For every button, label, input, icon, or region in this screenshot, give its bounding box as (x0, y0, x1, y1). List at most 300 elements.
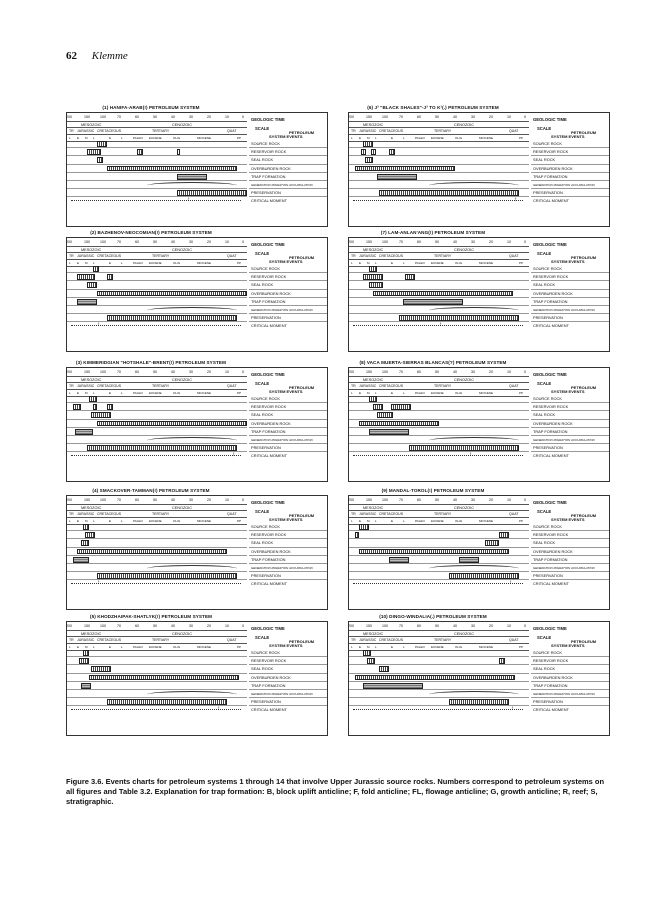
event-label: TRAP FORMATION (249, 682, 327, 690)
axis-tick-label: 60 (417, 115, 421, 119)
event-bar-row (67, 156, 247, 164)
period-label: CRETACEOUS (379, 254, 404, 258)
event-bar (75, 429, 93, 435)
period-label: CRETACEOUS (379, 638, 404, 642)
scale-label: SCALE (537, 381, 552, 386)
event-label: CRITICAL MOMENT (251, 453, 287, 459)
axis-tick-label: 70 (399, 240, 403, 244)
axis-tick-label: 30 (189, 115, 193, 119)
event-bar-row (67, 403, 247, 411)
epoch-label: E (391, 261, 394, 265)
epoch-label: MIOCENE (197, 519, 212, 523)
epoch-label: EOCENE (431, 136, 444, 140)
event-label: SEAL ROCK (249, 281, 327, 289)
scale-label: SCALE (255, 509, 270, 514)
critical-moment-arrow-icon: ↑ (439, 322, 442, 329)
critical-moment-arrow-icon: ↑ (232, 452, 235, 459)
panel-title: (2) BAZHENOV-NEOCOMIAN(!) PETROLEUM SYSTEM (90, 230, 212, 235)
event-label: PRESERVATION (531, 314, 609, 322)
era-label: CENOZOIC (454, 506, 475, 510)
events-chart-panel (66, 230, 328, 352)
event-bar (83, 650, 89, 656)
scale-label: SCALE (255, 251, 270, 256)
event-bar (87, 445, 237, 451)
page-header (66, 50, 128, 62)
event-bar-row (67, 290, 247, 298)
axis-tick-label: 20 (207, 498, 211, 502)
axis-tick-label: 150 (366, 370, 372, 374)
axis-tick-label: 10 (225, 115, 229, 119)
epoch-label: PALEO (133, 136, 143, 140)
event-label: TRAP FORMATION (249, 173, 327, 181)
epoch-label: E (391, 136, 394, 140)
event-label: SEAL ROCK (531, 411, 609, 419)
event-bar-row (349, 580, 529, 588)
event-bar (373, 404, 383, 410)
event-label: SOURCE ROCK (531, 265, 609, 273)
axis-tick-label: 10 (225, 240, 229, 244)
axis-tick-label: 50 (435, 115, 439, 119)
axis-tick-label: 150 (366, 624, 372, 628)
axis-tick-label: 100 (382, 624, 388, 628)
scale-label: SCALE (255, 381, 270, 386)
event-bars (349, 649, 529, 715)
event-label: PRESERVATION (249, 314, 327, 322)
epoch-label: L (351, 519, 353, 523)
period-label: QUAT (509, 512, 519, 516)
chart-frame (66, 495, 328, 610)
geologic-time-label: GEOLOGIC TIME (251, 117, 285, 122)
event-bar-row (349, 706, 529, 714)
event-label: OVERBURDEN ROCK (249, 420, 327, 428)
axis-tick-label: 60 (417, 498, 421, 502)
period-label: JURASSIC (359, 129, 377, 133)
axis-tick-label: 70 (117, 240, 121, 244)
events-chart-panel (348, 230, 610, 352)
axis-tick-label: 50 (435, 370, 439, 374)
epoch-label: PALEO (415, 519, 425, 523)
epoch-label: L (375, 645, 377, 649)
event-bar-row (67, 173, 247, 181)
event-bar (369, 396, 377, 402)
event-label: SEAL ROCK (249, 411, 327, 419)
generation-curve (429, 307, 519, 314)
event-bar-row (349, 322, 529, 330)
event-bar (359, 421, 439, 427)
event-bar (89, 396, 97, 402)
epoch-label: PALEO (133, 519, 143, 523)
axis-tick-label: 50 (153, 240, 157, 244)
critical-moment-arrow-icon: ↑ (514, 197, 517, 204)
axis-tick-label: 0 (524, 240, 526, 244)
axis-tick-label: 70 (117, 498, 121, 502)
system-events-label: SYSTEM EVENTS (551, 643, 585, 648)
axis-tick-label: 70 (117, 370, 121, 374)
epoch-label: PP (519, 261, 524, 265)
axis-tick-label: 10 (507, 240, 511, 244)
epoch-label: E (77, 136, 80, 140)
epoch-label: E (109, 391, 112, 395)
era-label: MESOZOIC (363, 248, 384, 252)
epoch-label: E (359, 645, 362, 649)
epoch-label: M (367, 645, 370, 649)
generation-curve (147, 307, 237, 314)
event-bar-row (67, 690, 247, 698)
period-label: TR (351, 129, 356, 133)
epoch-label: MIOCENE (479, 391, 494, 395)
period-label: CRETACEOUS (97, 129, 122, 133)
panel-title: (3) KIMMERIDGIAN "HOTSHALE"-BRENT(!) PETROLEUM SYSTEM (75, 360, 227, 365)
event-bar-row (67, 420, 247, 428)
event-bar (73, 404, 81, 410)
event-bar (73, 557, 89, 563)
epoch-label: L (93, 391, 95, 395)
scale-label: SCALE (537, 251, 552, 256)
epoch-label: L (93, 136, 95, 140)
petroleum-label: PETROLEUM (571, 130, 597, 135)
critical-moment-line (353, 200, 523, 202)
panel-title: (4) SMACKOVER-TAMMAN(!) PETROLEUM SYSTEM (92, 488, 210, 493)
geologic-time-label: GEOLOGIC TIME (533, 117, 567, 122)
event-bar (377, 174, 417, 180)
event-bar (449, 573, 519, 579)
epoch-label: MIOCENE (197, 136, 212, 140)
axis-tick-label: 150 (84, 498, 90, 502)
system-events-label: SYSTEM EVENTS (551, 517, 585, 522)
period-label: QUAT (227, 384, 237, 388)
period-label: JURASSIC (359, 384, 377, 388)
axis-tick-label: 150 (366, 498, 372, 502)
epoch-label: OLIG (455, 261, 463, 265)
event-bar-row (349, 140, 529, 148)
epoch-label: M (85, 519, 88, 523)
event-label: GENERATION MIGRATION ACCUMULATION (531, 181, 609, 189)
epoch-label: L (351, 136, 353, 140)
event-label: RESERVOIR ROCK (249, 403, 327, 411)
event-bar (459, 557, 479, 563)
event-bar-row (349, 572, 529, 580)
period-label: JURASSIC (77, 512, 95, 516)
event-label: OVERBURDEN ROCK (531, 420, 609, 428)
event-label: RESERVOIR ROCK (249, 657, 327, 665)
system-events-label: SYSTEM EVENTS (551, 134, 585, 139)
event-label: SOURCE ROCK (531, 395, 609, 403)
event-label: TRAP FORMATION (249, 428, 327, 436)
axis-tick-label: 30 (471, 115, 475, 119)
chart-frame (348, 621, 610, 736)
event-label: SEAL ROCK (531, 539, 609, 547)
epoch-label: M (367, 136, 370, 140)
system-events-label: SYSTEM EVENTS (269, 643, 303, 648)
axis-tick-label: 30 (189, 624, 193, 628)
axis-tick-label: 200 (66, 240, 72, 244)
era-label: CENOZOIC (454, 378, 475, 382)
event-bar-row (67, 657, 247, 665)
epoch-label: EOCENE (149, 261, 162, 265)
event-bar-row (349, 657, 529, 665)
epoch-label: L (403, 519, 405, 523)
epoch-label: E (359, 136, 362, 140)
epoch-label: EOCENE (149, 136, 162, 140)
axis-tick-label: 50 (153, 498, 157, 502)
period-label: TR (351, 512, 356, 516)
event-bar (107, 699, 227, 705)
axis-tick-label: 50 (435, 498, 439, 502)
axis-tick-label: 20 (489, 498, 493, 502)
event-bar-row (349, 156, 529, 164)
period-label: QUAT (227, 512, 237, 516)
figure-caption: Figure 3.6. Events charts for petroleum systems 1 through 14 that involve Upper Jurassic source rocks. Numbers correspond to petroleum systems on all figures and Table 3.2. Explanation for trap formation: B, block uplift anticline; F, fold anticline; FL, flowage anticline; G, growth anticline; R, reef; S, stratigraphic. (66, 777, 605, 806)
axis-tick-label: 100 (100, 498, 106, 502)
period-label: TERTIARY (152, 129, 170, 133)
event-label: PRESERVATION (531, 444, 609, 452)
epoch-label: MIOCENE (197, 261, 212, 265)
event-bar (373, 291, 513, 297)
event-bar (97, 157, 103, 163)
event-label: RESERVOIR ROCK (249, 148, 327, 156)
axis-tick-label: 40 (453, 624, 457, 628)
axis-tick-label: 200 (348, 624, 354, 628)
geologic-time-label: GEOLOGIC TIME (533, 372, 567, 377)
epoch-label: L (375, 261, 377, 265)
period-label: QUAT (227, 254, 237, 258)
event-label: TRAP FORMATION (531, 682, 609, 690)
event-bar-row (349, 674, 529, 682)
event-bar-row (349, 548, 529, 556)
epoch-label: M (85, 645, 88, 649)
panel-title: (9) MANDAL-TOROL(!) PETROLEUM SYSTEM (381, 488, 485, 493)
critical-moment-arrow-icon: ↑ (217, 706, 220, 713)
event-bar (97, 421, 247, 427)
epoch-label: PP (237, 519, 242, 523)
event-bar (379, 666, 389, 672)
event-bar (77, 299, 97, 305)
epoch-label: OLIG (173, 519, 181, 523)
axis-tick-label: 0 (242, 498, 244, 502)
event-bar-row (349, 556, 529, 564)
event-label: CRITICAL MOMENT (533, 323, 569, 329)
axis-tick-label: 10 (507, 370, 511, 374)
era-label: MESOZOIC (81, 248, 102, 252)
events-chart-panel (348, 614, 610, 736)
axis-tick-label: 30 (471, 624, 475, 628)
era-label: MESOZOIC (363, 632, 384, 636)
event-bar-row (67, 548, 247, 556)
period-label: JURASSIC (359, 512, 377, 516)
events-chart-panel (66, 614, 328, 736)
petroleum-label: PETROLEUM (289, 385, 315, 390)
event-bar-row (67, 444, 247, 452)
event-bars (67, 265, 247, 331)
event-label: CRITICAL MOMENT (533, 581, 569, 587)
event-bar-row (349, 314, 529, 322)
event-bar (81, 683, 91, 689)
period-label: CRETACEOUS (379, 512, 404, 516)
epoch-label: EOCENE (149, 519, 162, 523)
event-bar (93, 404, 97, 410)
event-label-list (249, 265, 327, 331)
event-bar (87, 149, 101, 155)
axis-tick-label: 20 (207, 624, 211, 628)
event-bar (355, 675, 515, 681)
epoch-label: PP (519, 519, 524, 523)
epoch-label: L (121, 391, 123, 395)
epoch-label: M (367, 391, 370, 395)
event-bar (363, 141, 373, 147)
event-label: PRESERVATION (249, 698, 327, 706)
event-bar (97, 141, 107, 147)
events-chart-panel (348, 488, 610, 610)
event-bar-row (349, 189, 529, 197)
period-label: CRETACEOUS (379, 129, 404, 133)
period-label: JURASSIC (77, 254, 95, 258)
axis-tick-label: 30 (471, 370, 475, 374)
chart-frame (348, 112, 610, 227)
period-label: CRETACEOUS (97, 512, 122, 516)
chart-frame (348, 495, 610, 610)
event-bar (83, 524, 89, 530)
axis-tick-label: 150 (84, 115, 90, 119)
axis-tick-label: 40 (453, 240, 457, 244)
axis-tick-label: 100 (100, 240, 106, 244)
epoch-label: L (403, 645, 405, 649)
critical-moment-line (353, 583, 523, 585)
axis-tick-label: 60 (135, 370, 139, 374)
event-label: OVERBURDEN ROCK (531, 674, 609, 682)
event-label: OVERBURDEN ROCK (249, 165, 327, 173)
panel-title: (8) VACA MUERTA-SIERRAS BLANCAS(?) PETROLEUM SYSTEM (359, 360, 507, 365)
event-label-list (249, 395, 327, 461)
critical-moment-arrow-icon: ↑ (97, 322, 100, 329)
event-bar-row (67, 706, 247, 714)
event-bar-row (67, 314, 247, 322)
event-bar (107, 315, 237, 321)
axis-tick-label: 0 (524, 115, 526, 119)
epoch-label: E (109, 645, 112, 649)
event-label: TRAP FORMATION (249, 298, 327, 306)
event-label: SEAL ROCK (531, 156, 609, 164)
era-label: CENOZOIC (172, 248, 193, 252)
event-bar-row (67, 140, 247, 148)
event-bar (377, 412, 393, 418)
period-label: JURASSIC (77, 638, 95, 642)
generation-curve (429, 437, 519, 444)
epoch-label: L (69, 136, 71, 140)
axis-tick-label: 150 (84, 240, 90, 244)
axis-tick-label: 40 (171, 370, 175, 374)
event-bar-row (67, 395, 247, 403)
epoch-label: E (359, 391, 362, 395)
epoch-label: PALEO (415, 261, 425, 265)
event-label: TRAP FORMATION (249, 556, 327, 564)
axis-tick-label: 20 (207, 370, 211, 374)
axis-tick-label: 0 (524, 370, 526, 374)
event-label: OVERBURDEN ROCK (249, 674, 327, 682)
axis-tick-label: 150 (366, 115, 372, 119)
axis-tick-label: 10 (225, 624, 229, 628)
event-label: GENERATION MIGRATION ACCUMULATION (531, 436, 609, 444)
events-chart-panel (348, 105, 610, 227)
event-label: RESERVOIR ROCK (249, 531, 327, 539)
epoch-label: E (109, 519, 112, 523)
event-label: CRITICAL MOMENT (533, 453, 569, 459)
event-label: CRITICAL MOMENT (533, 198, 569, 204)
event-label: TRAP FORMATION (531, 298, 609, 306)
axis-tick-label: 10 (225, 498, 229, 502)
axis-tick-label: 40 (453, 498, 457, 502)
period-label: TERTIARY (152, 638, 170, 642)
event-label: OVERBURDEN ROCK (249, 290, 327, 298)
period-label: TERTIARY (434, 512, 452, 516)
event-bars (349, 265, 529, 331)
axis-tick-label: 40 (453, 115, 457, 119)
event-bars (349, 523, 529, 589)
epoch-label: PALEO (133, 261, 143, 265)
era-label: MESOZOIC (81, 506, 102, 510)
geologic-time-label: GEOLOGIC TIME (533, 626, 567, 631)
event-label: OVERBURDEN ROCK (249, 548, 327, 556)
epoch-label: OLIG (173, 261, 181, 265)
geologic-time-label: GEOLOGIC TIME (533, 242, 567, 247)
author: Klemme (91, 50, 128, 62)
era-label: MESOZOIC (81, 123, 102, 127)
epoch-label: PP (237, 645, 242, 649)
axis-tick-label: 70 (399, 624, 403, 628)
chart-frame (66, 112, 328, 227)
event-bar-row (349, 698, 529, 706)
event-label: OVERBURDEN ROCK (531, 290, 609, 298)
event-bar (93, 266, 99, 272)
event-label: SOURCE ROCK (531, 140, 609, 148)
event-label: GENERATION MIGRATION ACCUMULATION (249, 436, 327, 444)
event-bar (177, 149, 180, 155)
event-bars (67, 523, 247, 589)
generation-curve (147, 182, 237, 189)
event-label: CRITICAL MOMENT (533, 707, 569, 713)
event-label: PRESERVATION (531, 572, 609, 580)
event-bar (389, 557, 409, 563)
critical-moment-arrow-icon: ↑ (97, 580, 100, 587)
period-label: TERTIARY (152, 384, 170, 388)
event-bar (369, 429, 409, 435)
axis-tick-label: 10 (507, 624, 511, 628)
era-label: MESOZOIC (81, 632, 102, 636)
axis-tick-label: 50 (153, 370, 157, 374)
event-bar (87, 282, 97, 288)
event-bars (67, 649, 247, 715)
event-bar-row (67, 197, 247, 205)
chart-frame (348, 367, 610, 482)
system-events-label: SYSTEM EVENTS (269, 134, 303, 139)
epoch-label: MIOCENE (197, 391, 212, 395)
period-label: JURASSIC (359, 638, 377, 642)
event-bar (91, 666, 111, 672)
axis-tick-label: 0 (524, 624, 526, 628)
event-bar (485, 540, 499, 546)
event-bar-row (67, 698, 247, 706)
event-label: OVERBURDEN ROCK (531, 548, 609, 556)
period-label: JURASSIC (359, 254, 377, 258)
axis-tick-label: 200 (66, 370, 72, 374)
event-bar-row (67, 181, 247, 189)
epoch-label: M (85, 391, 88, 395)
event-label: CRITICAL MOMENT (251, 323, 287, 329)
panel-title: (10) DINGO-WINDALIA(.) PETROLEUM SYSTEM (379, 614, 487, 619)
event-bar-row (349, 665, 529, 673)
event-label: SEAL ROCK (531, 281, 609, 289)
event-bar-row (67, 189, 247, 197)
event-bar (361, 149, 366, 155)
